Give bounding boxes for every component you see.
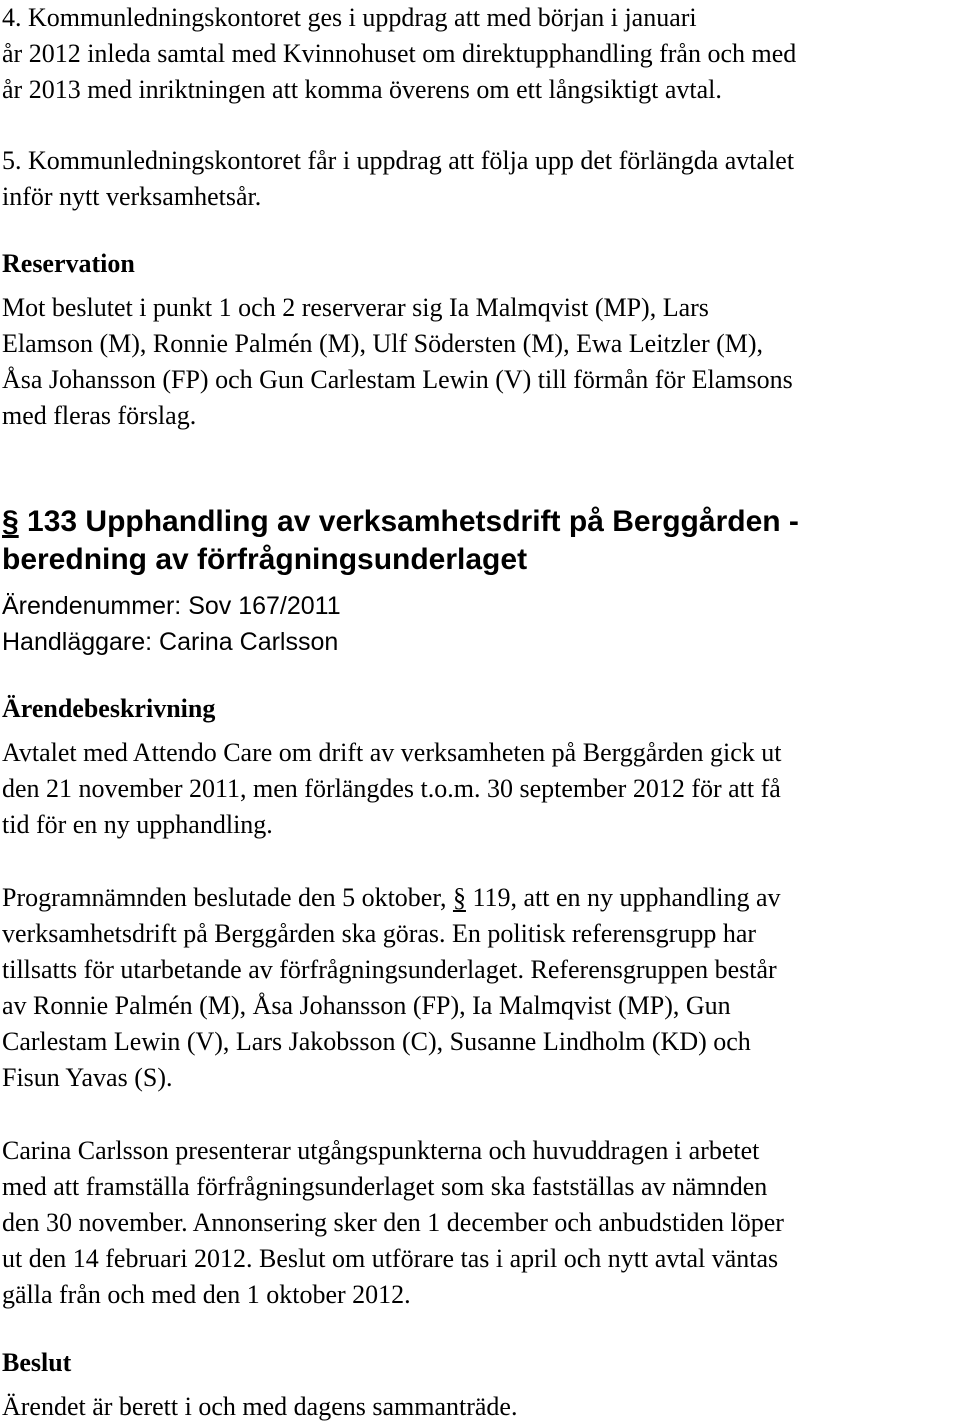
description-p3-line-5: gälla från och med den 1 oktober 2012. bbox=[2, 1280, 411, 1309]
description-p2-line-2: verksamhetsdrift på Berggården ska göras. En politisk referensgrupp har bbox=[2, 919, 757, 948]
item4-line-3: år 2013 med inriktningen att komma överens om ett långsiktigt avtal. bbox=[2, 75, 722, 104]
description-p3-line-1: Carina Carlsson presenterar utgångspunkterna och huvuddragen i arbetet bbox=[2, 1136, 760, 1165]
description-p2-line-6: Fisun Yavas (S). bbox=[2, 1063, 173, 1092]
description-p1-line-3: tid för en ny upphandling. bbox=[2, 810, 273, 839]
description-p2-line-1-after: 119, att en ny upphandling av bbox=[472, 883, 781, 912]
reservation-heading: Reservation bbox=[2, 249, 135, 278]
reservation-line-2: Elamson (M), Ronnie Palmén (M), Ulf Södersten (M), Ewa Leitzler (M), bbox=[2, 329, 764, 358]
decision-text: Ärendet är berett i och med dagens sammanträde. bbox=[2, 1392, 518, 1421]
description-p3-line-2: med att framställa förfrågningsunderlaget som ska fastställas av nämnden bbox=[2, 1172, 768, 1201]
section-title-text: 133 Upphandling av verksamhetsdrift på Berggården - bbox=[27, 505, 799, 538]
case-number: Ärendenummer: Sov 167/2011 bbox=[2, 592, 341, 620]
description-p2-line-1 bbox=[2, 880, 781, 916]
description-p2-line-4: av Ronnie Palmén (M), Åsa Johansson (FP), Ia Malmqvist (MP), Gun bbox=[2, 991, 731, 1020]
section-title-line-2: beredning av förfrågningsunderlaget bbox=[2, 543, 528, 576]
reservation-line-4: med fleras förslag. bbox=[2, 401, 197, 430]
description-p1-line-1: Avtalet med Attendo Care om drift av verksamheten på Berggården gick ut bbox=[2, 738, 782, 767]
description-p2-line-1-before: Programnämnden beslutade den 5 oktober, bbox=[2, 883, 447, 912]
description-p2-line-5: Carlestam Lewin (V), Lars Jakobsson (C), Susanne Lindholm (KD) och bbox=[2, 1027, 751, 1056]
item5-line-2: inför nytt verksamhetsår. bbox=[2, 182, 262, 211]
description-p1-line-2: den 21 november 2011, men förlängdes t.o.m. 30 september 2012 för att få bbox=[2, 774, 781, 803]
decision-heading: Beslut bbox=[2, 1348, 72, 1377]
item5-line-1: 5. Kommunledningskontoret får i uppdrag att följa upp det förlängda avtalet bbox=[2, 146, 795, 175]
reservation-line-1: Mot beslutet i punkt 1 och 2 reserverar sig Ia Malmqvist (MP), Lars bbox=[2, 293, 709, 322]
item4-line-2: år 2012 inleda samtal med Kvinnohuset om direktupphandling från och med bbox=[2, 39, 797, 68]
item4-line-1: 4. Kommunledningskontoret ges i uppdrag att med början i januari bbox=[2, 3, 697, 32]
description-p3-line-4: ut den 14 februari 2012. Beslut om utförare tas i april och nytt avtal väntas bbox=[2, 1244, 779, 1273]
description-p3-line-3: den 30 november. Annonsering sker den 1 december och anbudstiden löper bbox=[2, 1208, 784, 1237]
paragraph-symbol: § bbox=[452, 883, 466, 912]
section-title-line-1 bbox=[2, 502, 799, 542]
section-symbol: § bbox=[2, 505, 19, 538]
description-heading: Ärendebeskrivning bbox=[2, 694, 216, 723]
reservation-line-3: Åsa Johansson (FP) och Gun Carlestam Lewin (V) till förmån för Elamsons bbox=[2, 365, 793, 394]
description-p2-line-3: tillsatts för utarbetande av förfrågningsunderlaget. Referensgruppen består bbox=[2, 955, 777, 984]
case-handler: Handläggare: Carina Carlsson bbox=[2, 628, 339, 656]
